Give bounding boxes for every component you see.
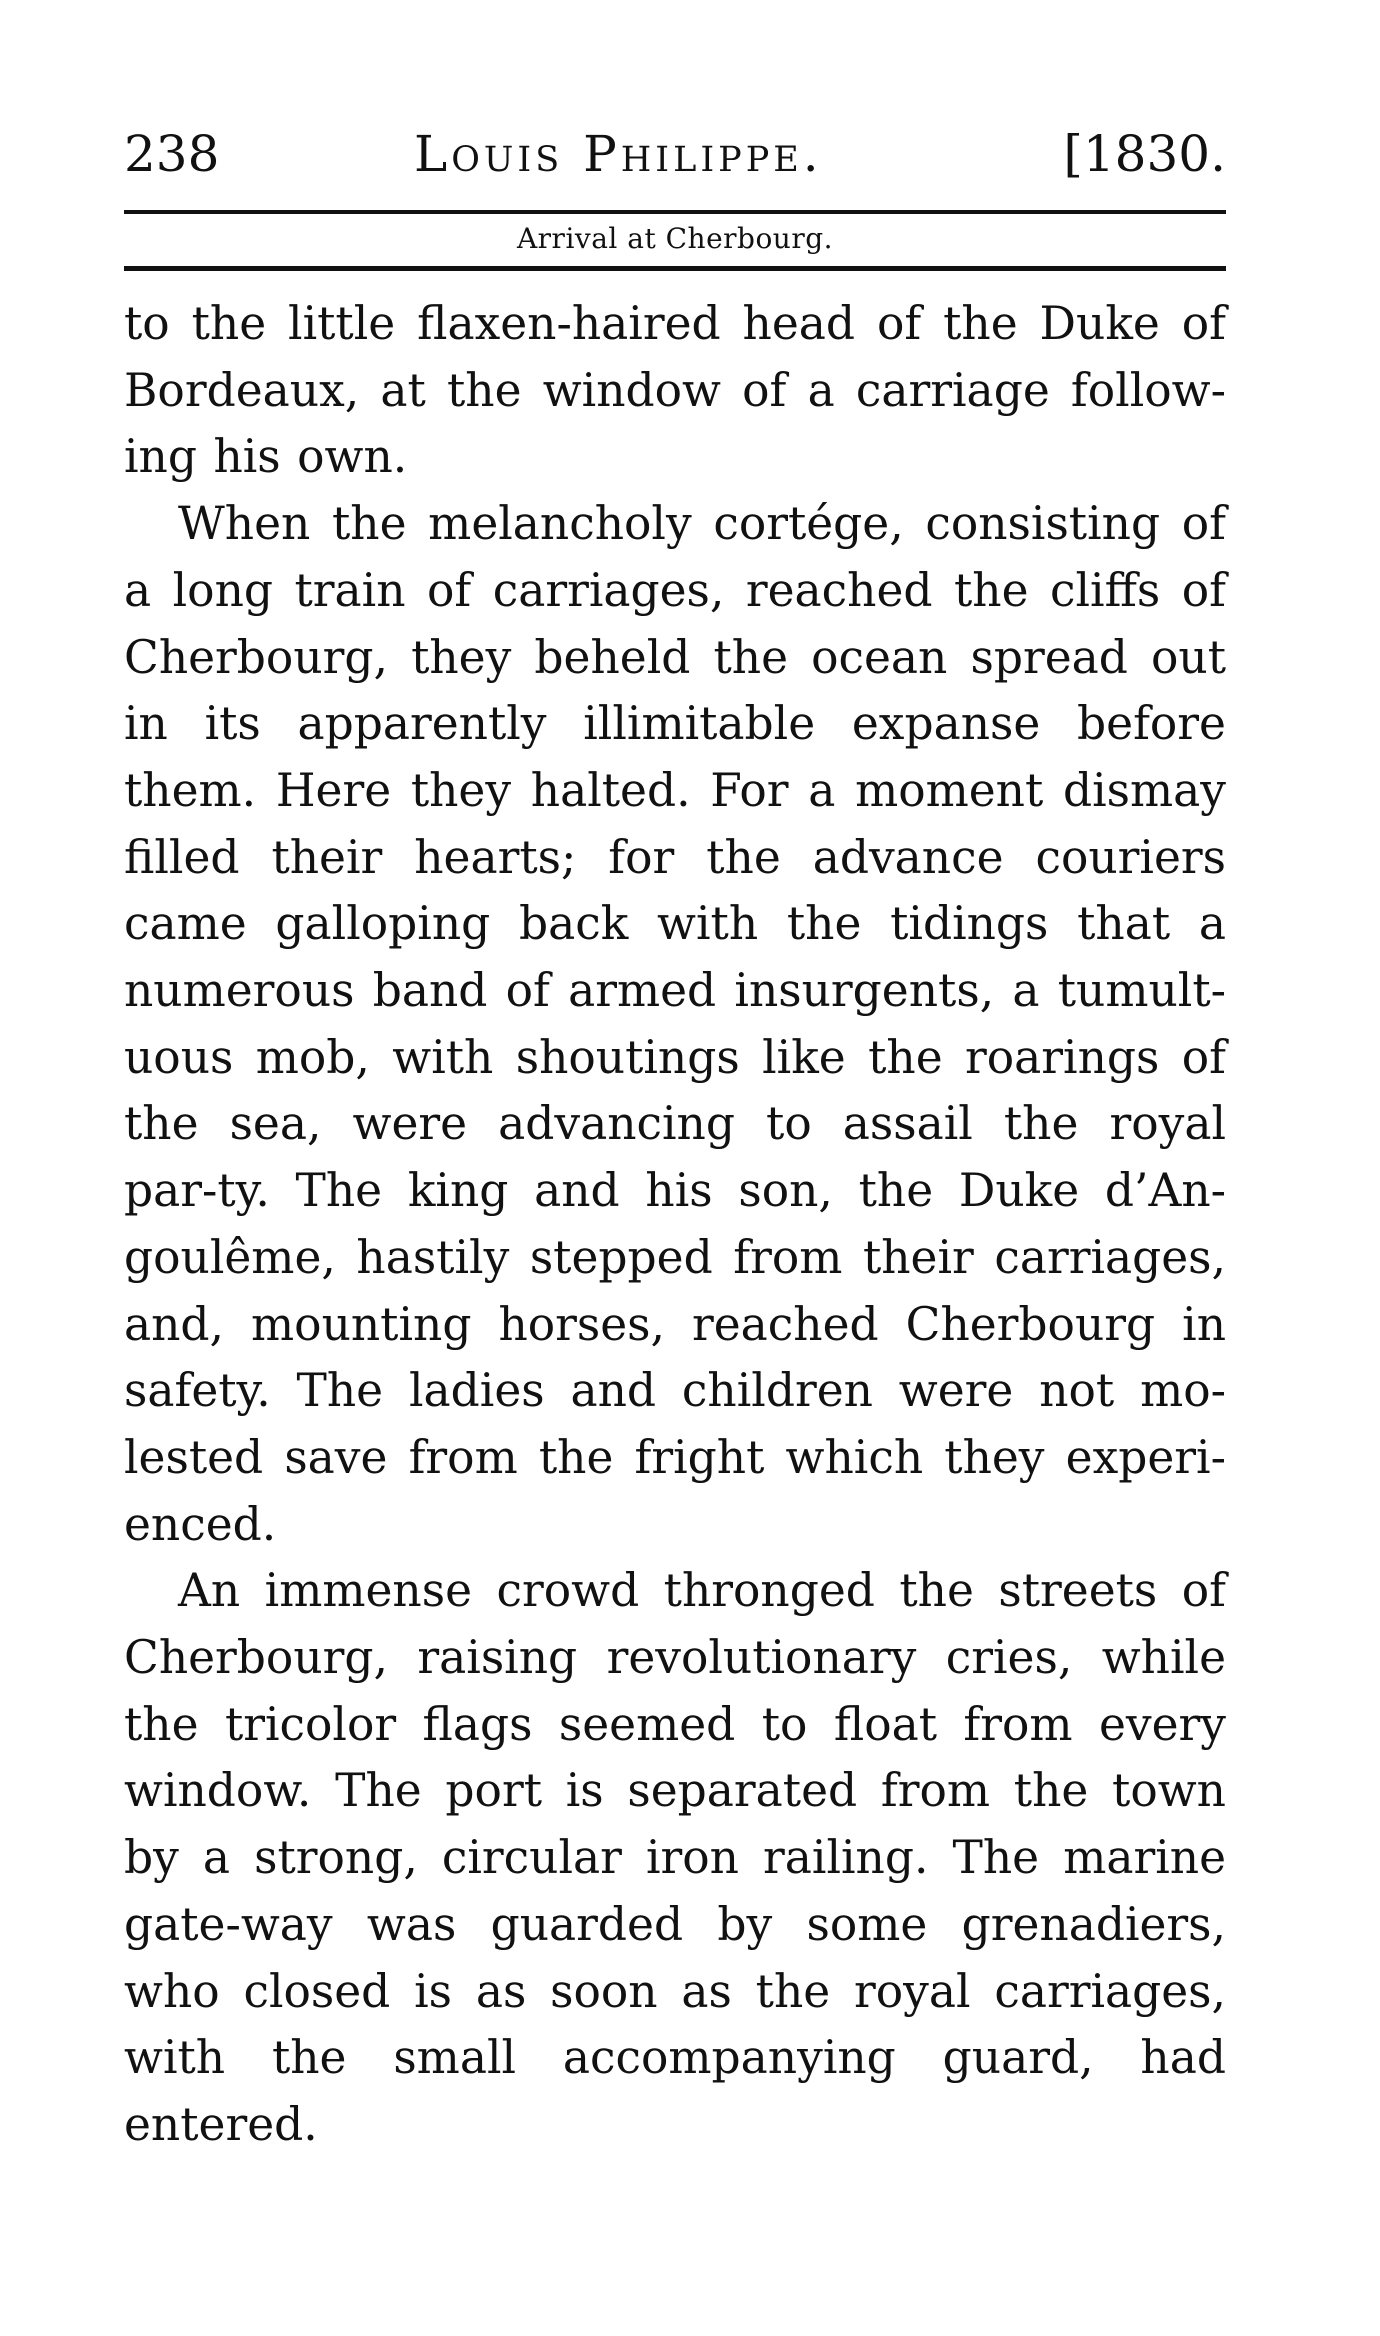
paragraph-continued: to the little flaxen-haired head of the Duke of Bordeaux, at the window of a carriage follow-ing his own. [124, 297, 1226, 484]
section-heading: Arrival at Cherbourg. [516, 222, 834, 255]
paragraph-cortege: When the melancholy cortége, consisting of a long train of carriages, reached the cliffs of Cherbourg, they beheld the ocean spread out in its apparently illimitable expanse before them. Here they halted. For a moment dismay filled their hearts; for the advance couriers came galloping back with the tidings that a numerous band of armed insurgents, a tumult-uous mob, with shoutings like the roarings of the sea, were advancing to assail the royal par-ty. The king and his son, the Duke d’An-goulême, hastily stepped from their carriages, and, mounting horses, reached Cherbourg in safety. The ladies and children were not mo-lested save from the fright which they experi-enced. [124, 497, 1226, 1551]
running-header [124, 120, 1226, 188]
book-page [124, 120, 1226, 2159]
paragraph-cherbourg-crowd: An immense crowd thronged the streets of Cherbourg, raising revolutionary cries, while the tricolor flags seemed to float from every window. The port is separated from the town by a strong, circular iron railing. The marine gate-way was guarded by some grenadiers, who closed is as soon as the royal carriages, with the small accompanying guard, had entered. [124, 1564, 1226, 2151]
page-number: 238 [124, 125, 220, 183]
section-rule [124, 266, 1226, 271]
body-text [124, 291, 1226, 2159]
year-marker: [1830. [1063, 125, 1226, 183]
header-rule [124, 210, 1226, 214]
book-title: Louis Philippe. [414, 125, 823, 183]
